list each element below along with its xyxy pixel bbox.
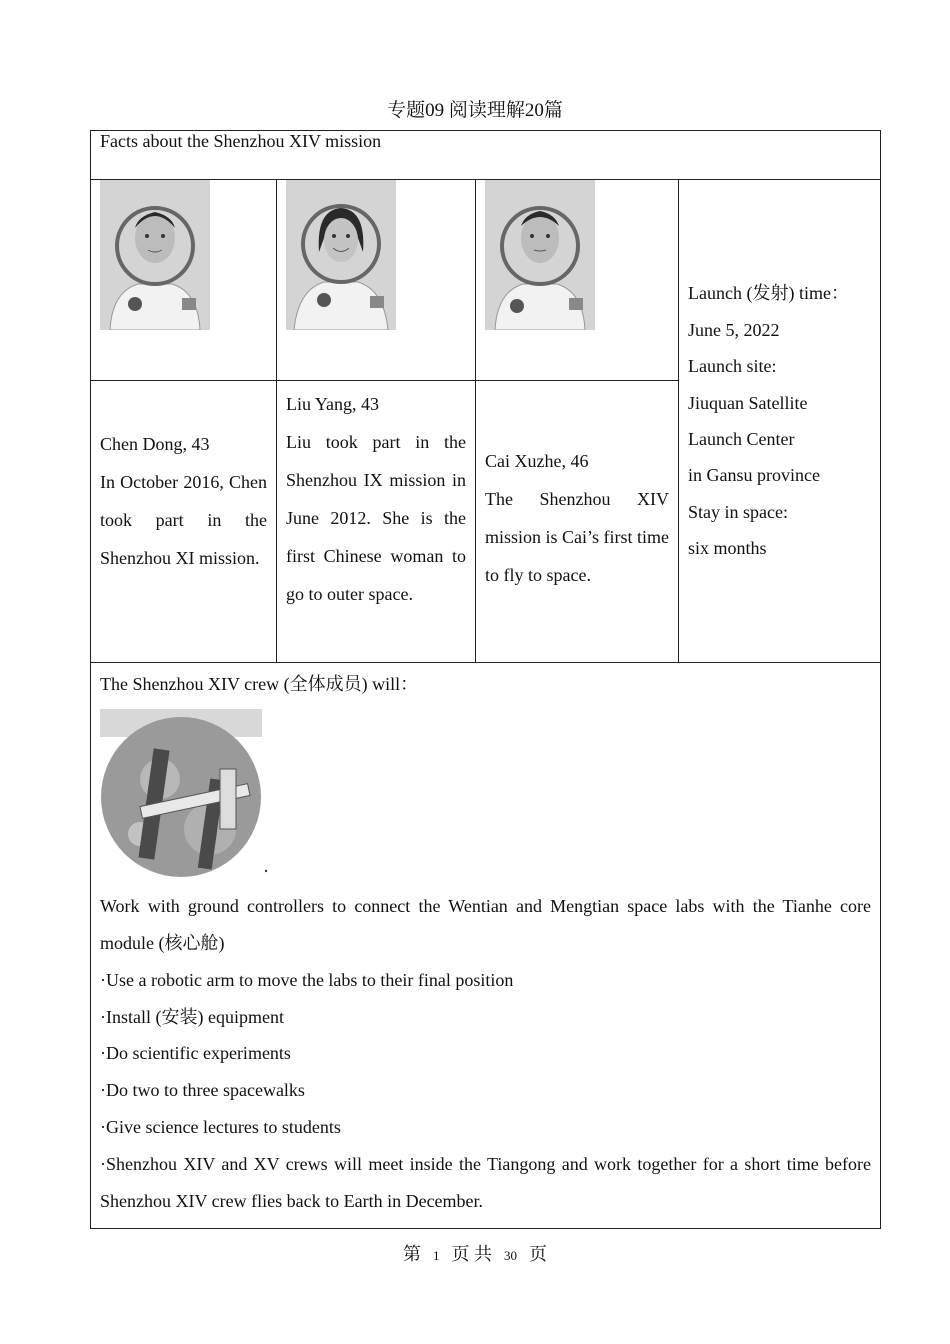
stay-label: Stay in space: [688,501,788,522]
launch-site-value-2: Launch Center [688,429,795,449]
astronaut-bio-cai: The Shenzhou XIV mission is Cai’s first time to fly to space. [485,489,670,585]
launch-info-cell [679,180,881,663]
list-item: ·Install (安装) equipment [100,1006,284,1027]
space-station-image [100,709,268,879]
astronaut-photo-cai [485,180,595,330]
astronaut-photo-chen [100,180,210,330]
bio-cell-liu [277,381,476,663]
astronaut-photo-liu [286,180,396,330]
bio-cell-chen [91,381,277,663]
list-item: ·Give science lectures to students [100,1116,341,1137]
list-item: ·Use a robotic arm to move the labs to their final position [100,970,514,990]
photo-cell-cai [476,180,679,381]
crew-task-list [100,962,871,1220]
photo-cell-chen [91,180,277,381]
bio-cell-cai [476,381,679,663]
footer-mid: 页 共 [451,1244,492,1264]
photo-cell-liu [277,180,476,381]
page-title: 专题09 阅读理解20篇 [387,100,563,121]
page-footer [0,1240,950,1266]
astronaut-name-chen: Chen Dong, 43 [100,434,210,454]
astronaut-name-cai: Cai Xuzhe, 46 [485,451,589,471]
footer-prefix: 第 [403,1244,421,1264]
crew-cell [91,663,881,1229]
footer-total-pages: 30 [504,1248,517,1263]
astronaut-bio-liu: Liu took part in the Shenzhou IX mission in June 2012. She is the first Chinese woman to go to outer space. [286,432,466,604]
crew-intro: Work with ground controllers to connect the Wentian and Mengtian space labs with the Tianhe core module (核心舱) [100,896,872,953]
launch-site-label: Launch site: [688,356,777,377]
launch-time-label: Launch (发射) time： [688,283,849,304]
list-item: ·Do two to three spacewalks [100,1080,305,1101]
table-heading: Facts about the Shenzhou XIV mission [91,131,881,180]
astronaut-bio-chen: In October 2016, Chen took part in the Shenzhou XI mission. [100,472,267,568]
footer-suffix: 页 [529,1244,547,1264]
launch-site-value-1: Jiuquan Satellite [688,392,808,413]
launch-site-value-3: in Gansu province [688,465,820,486]
launch-time-value: June 5, 2022 [688,319,780,340]
facts-table [90,130,881,1229]
footer-page-number: 1 [433,1248,440,1263]
list-item: ·Shenzhou XIV and XV crews will meet inside the Tiangong and work together for a short time before Shenzhou XIV crew flies back to Earth in December. [100,1153,872,1211]
list-item: ·Do scientific experiments [100,1043,291,1064]
stay-value: six months [688,538,767,559]
astronaut-name-liu: Liu Yang, 43 [286,394,380,414]
crew-title: The Shenzhou XIV crew (全体成员) will： [100,674,419,694]
